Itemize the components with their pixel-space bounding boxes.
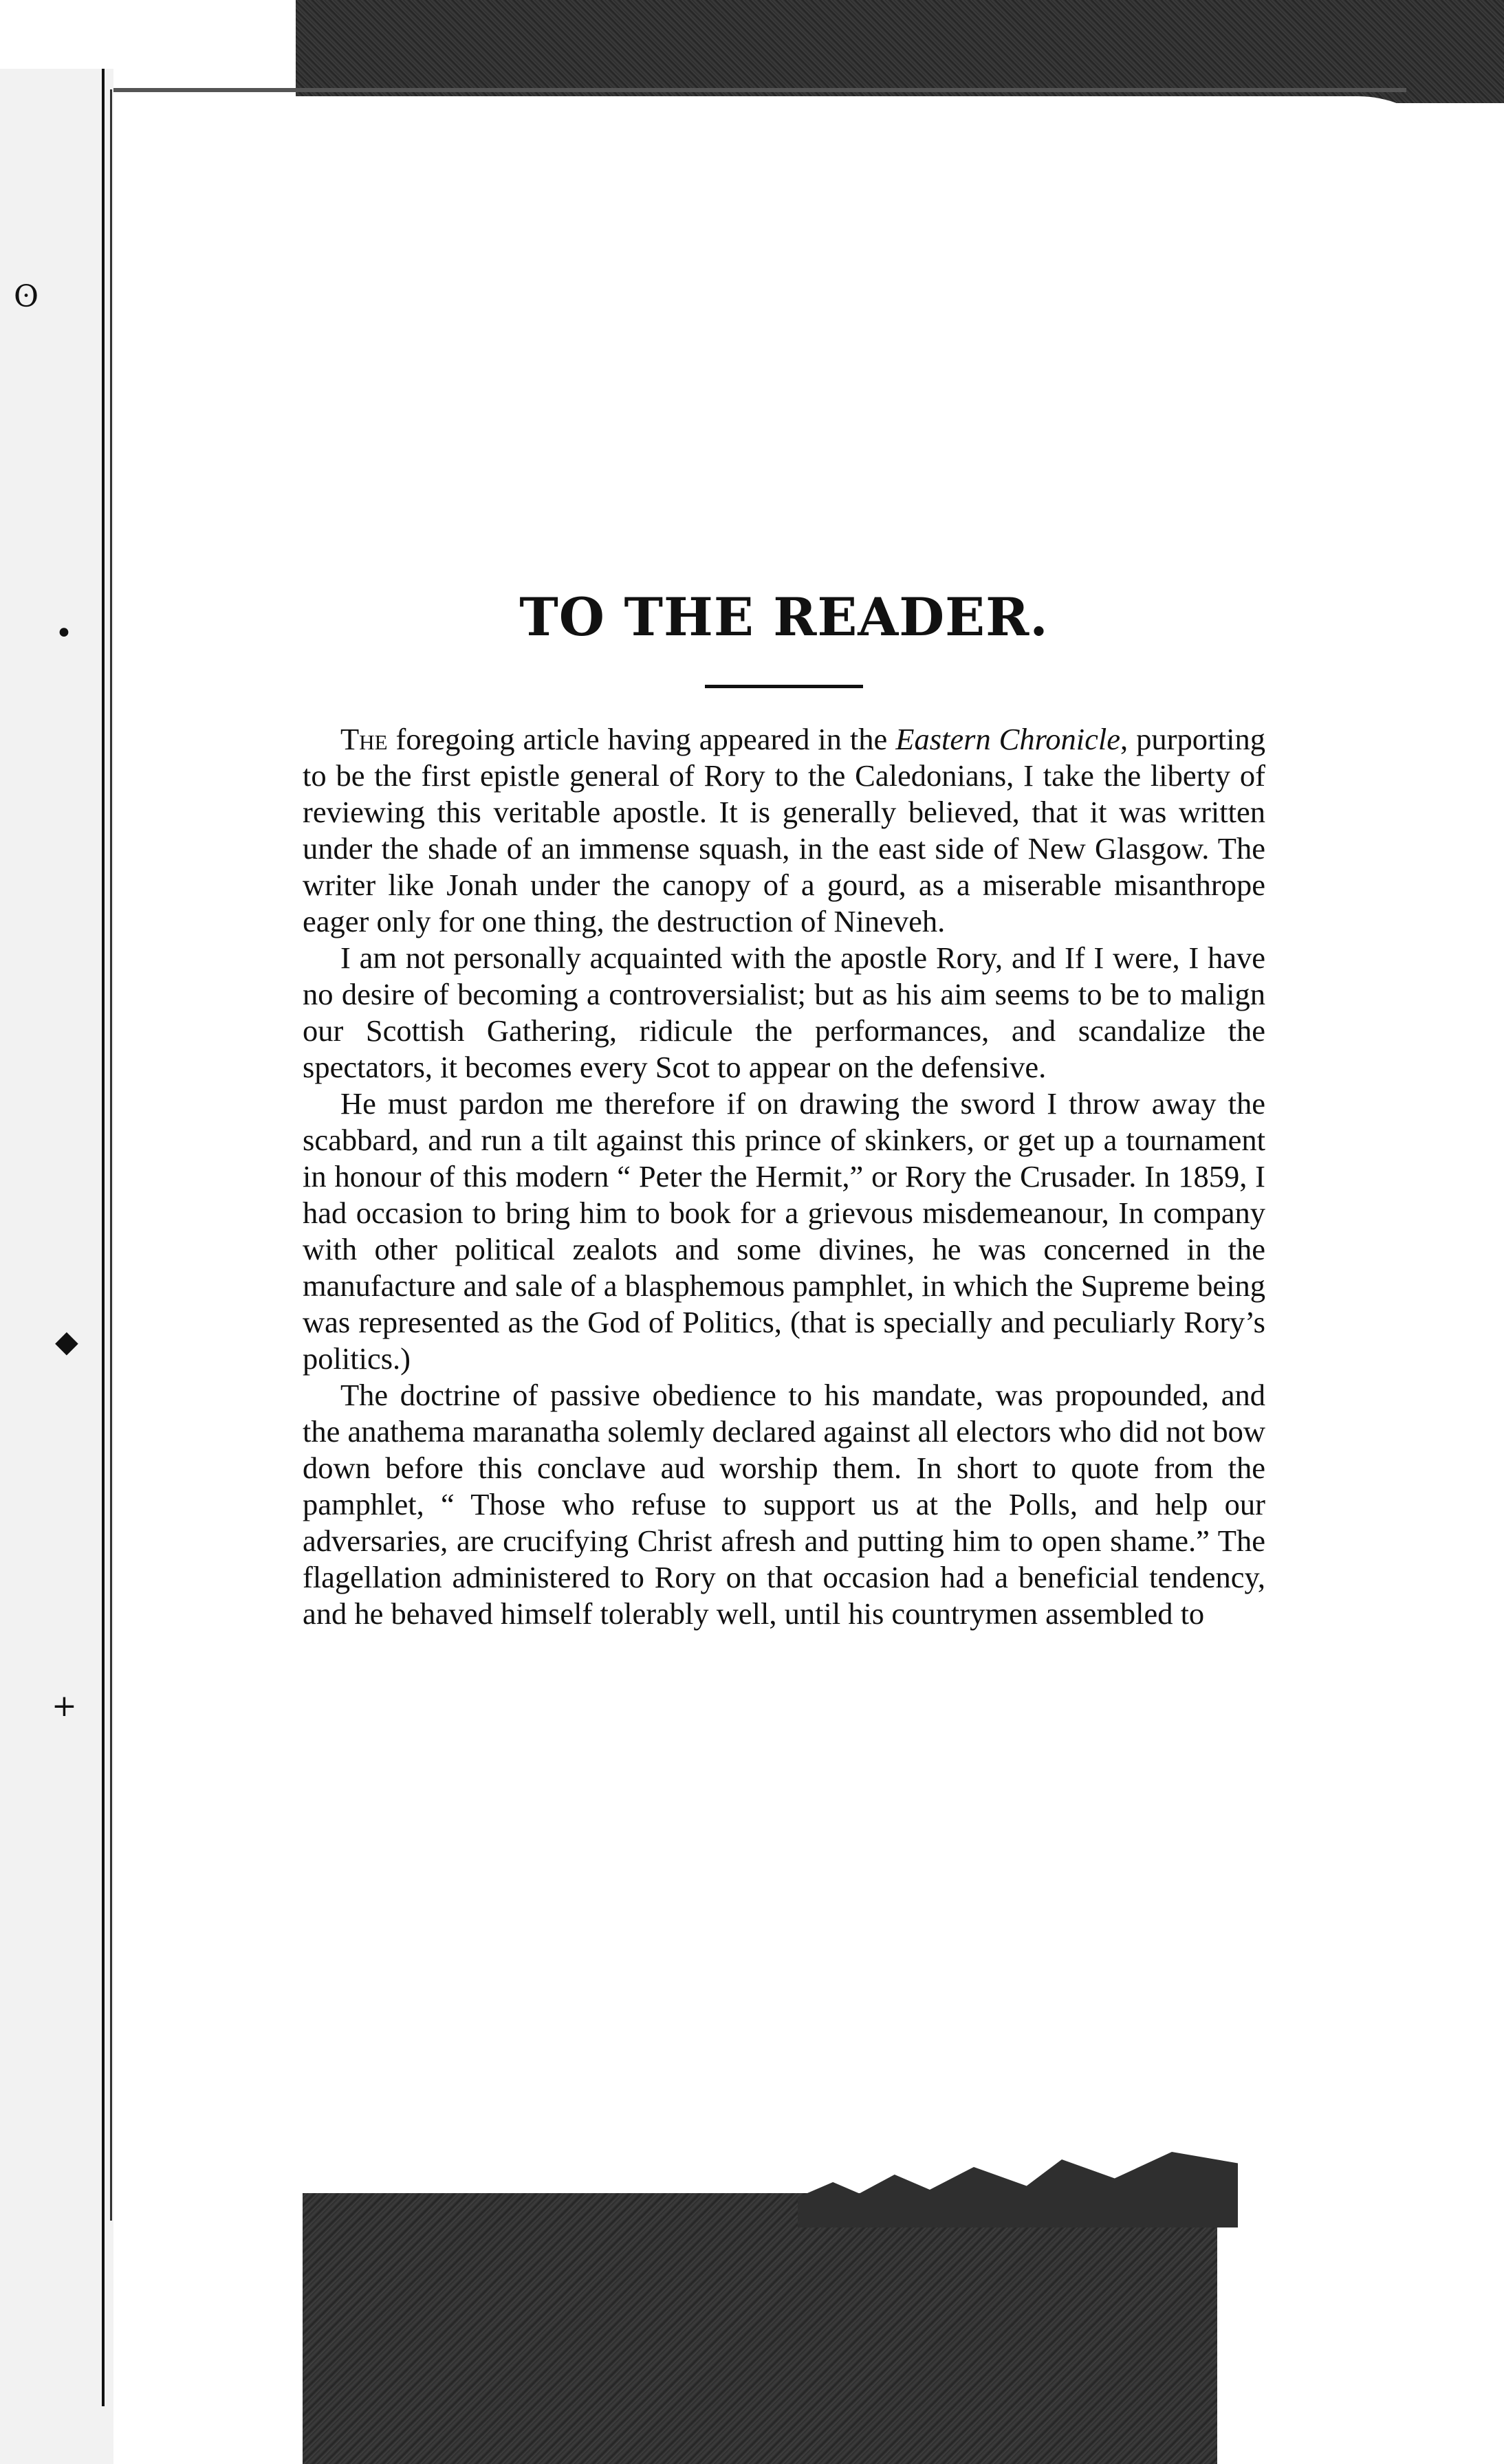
scanner-background-right [1465, 103, 1504, 2464]
lead-word: The [340, 722, 388, 756]
bleed-through-mark: • [55, 616, 73, 651]
previous-page-strip [0, 69, 113, 2464]
paragraph-text: , purporting to be the first epistle general of Rory to the Caledonians, I take the liberty of reviewing this veritable apostle. It is generally believed, that it was written under the shade of an immense squash, in the east side of New Glasgow. The writer like Jonah under the canopy of a gourd, as a miserable misanthrope eager only for one thing, the destruction of Nineveh. [303, 722, 1265, 938]
page-title: TO THE READER. [519, 586, 1049, 648]
paragraph-1 [303, 721, 1265, 940]
page-top-edge [113, 88, 1406, 92]
paragraph-2: I am not personally acquainted with the apostle Rory, and If I were, I have no desire of becoming a controversialist; but as his aim seems to be to malign our Scottish Gathering, ridicule the performances, and scandalize the spectators, it becomes every Scot to appear on the defensive. [303, 940, 1265, 1084]
title-rule [705, 685, 863, 688]
bleed-through-mark: + [52, 1688, 77, 1724]
binding-edge-line-inner [110, 89, 112, 2221]
paragraph-4: The doctrine of passive obedience to his mandate, was propounded, and the anathema maranatha solemly declared against all electors who did not bow down before this conclave aud worship them. In short to quote from the pamphlet, “ Those who refuse to support us at the Polls, and help our adversaries, are crucifying Christ afresh and putting him to open shame.” The flagellation administered to Rory on that occasion had a beneficial tendency, and he behaved himself tolerably well, until his countrymen assembled to [303, 1378, 1266, 1631]
bleed-through-mark: ʘ [14, 279, 39, 314]
binding-edge-line [102, 69, 105, 2406]
bleed-through-mark: ◆ [55, 1324, 78, 1359]
paragraph-3: He must pardon me therefore if on drawing the sword I throw away the scabbard, and run a tilt against this prince of skinkers, or get up a tournament in honour of this modern “ Peter the Hermit,” or Rory the Crusader. In 1859, I had occasion to bring him to book for a grievous misdemeanour, In company with other political zealots and some divines, he was concerned in the manufacture and sale of a blasphemous pamphlet, in which the Supreme being was represented as the God of Politics, (that is specially and peculiarly Rory’s politics.) [303, 1086, 1265, 1376]
page-content [303, 586, 1266, 1632]
newspaper-title: Eastern Chronicle [895, 722, 1121, 756]
paragraph-text: foregoing article having appeared in the [387, 722, 896, 756]
scanner-background-bottom [303, 2186, 1217, 2464]
body-text [303, 721, 1265, 1632]
